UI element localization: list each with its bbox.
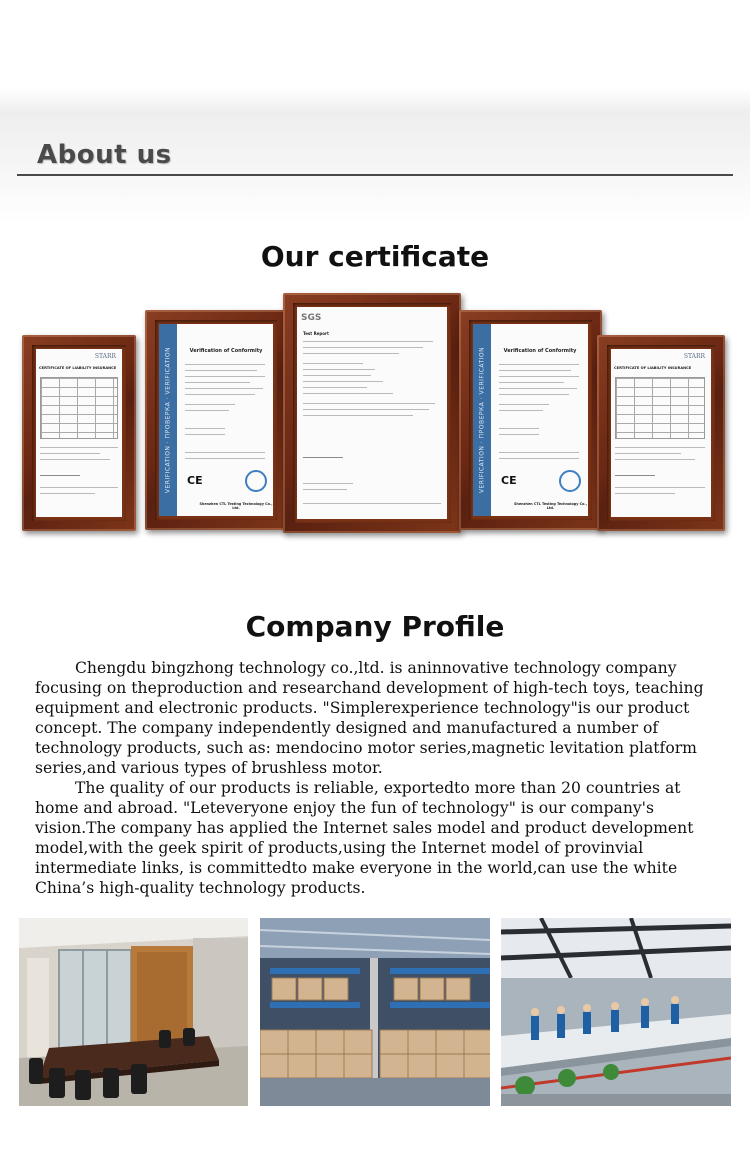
certificate-document: [473, 324, 588, 516]
certificate-frame-sgs-report[interactable]: [283, 293, 461, 533]
certificate-heading: CERTIFICATE OF LIABILITY INSURANCE: [39, 366, 117, 370]
insurance-table: [40, 377, 118, 439]
certificate-frame-insurance-left[interactable]: [22, 335, 136, 531]
company-profile-title: Company Profile: [245, 610, 505, 643]
starr-logo: STARR: [94, 353, 116, 360]
certificate-frame-verification-left[interactable]: [145, 310, 287, 530]
profile-paragraph: Chengdu bingzhong technology co.,ltd. is aninnovative technology company focusing on theproduction and researchand development of high-tech toys, teaching equipment and electronic products. "Simplerexperience technology"is our product concept. The company independently designed and manufactured a number of technology products, such as: mendocino motor series,magnetic levitation platform series,and various types of brushless motor.: [35, 659, 704, 777]
certificate-heading: Test Report: [303, 331, 329, 336]
company-profile-text: [35, 658, 725, 898]
photo-warehouse: [260, 918, 490, 1106]
ctl-seal: [245, 470, 267, 492]
certificate-heading: Verification of Conformity: [503, 348, 577, 354]
certificate-heading: Verification of Conformity: [189, 348, 263, 354]
starr-logo: STARR: [683, 353, 705, 360]
certificate-frame-insurance-right[interactable]: [597, 335, 725, 531]
certificate-document: [297, 307, 447, 519]
photo-conference-room: [19, 918, 248, 1106]
certificate-section-title: Our certificate: [260, 240, 490, 273]
certificate-document: [159, 324, 273, 516]
about-us-title: About us: [37, 140, 172, 170]
divider: [17, 174, 733, 176]
ce-mark: CE: [187, 474, 203, 487]
insurance-table: [615, 377, 705, 439]
lab-name: Shenzhen CTL Testing Technology Co., Ltd.: [513, 502, 587, 510]
verification-strip: VERIFICATION · ПРОВЕРКА · VERIFICATION: [473, 324, 491, 516]
certificate-document: [611, 349, 711, 517]
sgs-logo: SGS: [301, 313, 322, 323]
certificate-document: [36, 349, 122, 517]
photo-production-line: [501, 918, 731, 1106]
certificate-frame-verification-right[interactable]: [459, 310, 602, 530]
verification-strip: VERIFICATION · ПРОВЕРКА · VERIFICATION: [159, 324, 177, 516]
lab-name: Shenzhen CTL Testing Technology Co., Ltd.: [199, 502, 273, 510]
ce-mark: CE: [501, 474, 517, 487]
ctl-seal: [559, 470, 581, 492]
certificate-heading: CERTIFICATE OF LIABILITY INSURANCE: [614, 366, 692, 370]
profile-paragraph: The quality of our products is reliable, exportedto more than 20 countries at home and abroad. "Leteveryone enjoy the fun of technology" is our company's vision.The company has applied the Internet sales model and product development model,with the geek spirit of products,using the Internet model of provinvial intermediate links, is committedto make everyone in the world,can use the white China’s high-quality technology products.: [35, 779, 694, 897]
